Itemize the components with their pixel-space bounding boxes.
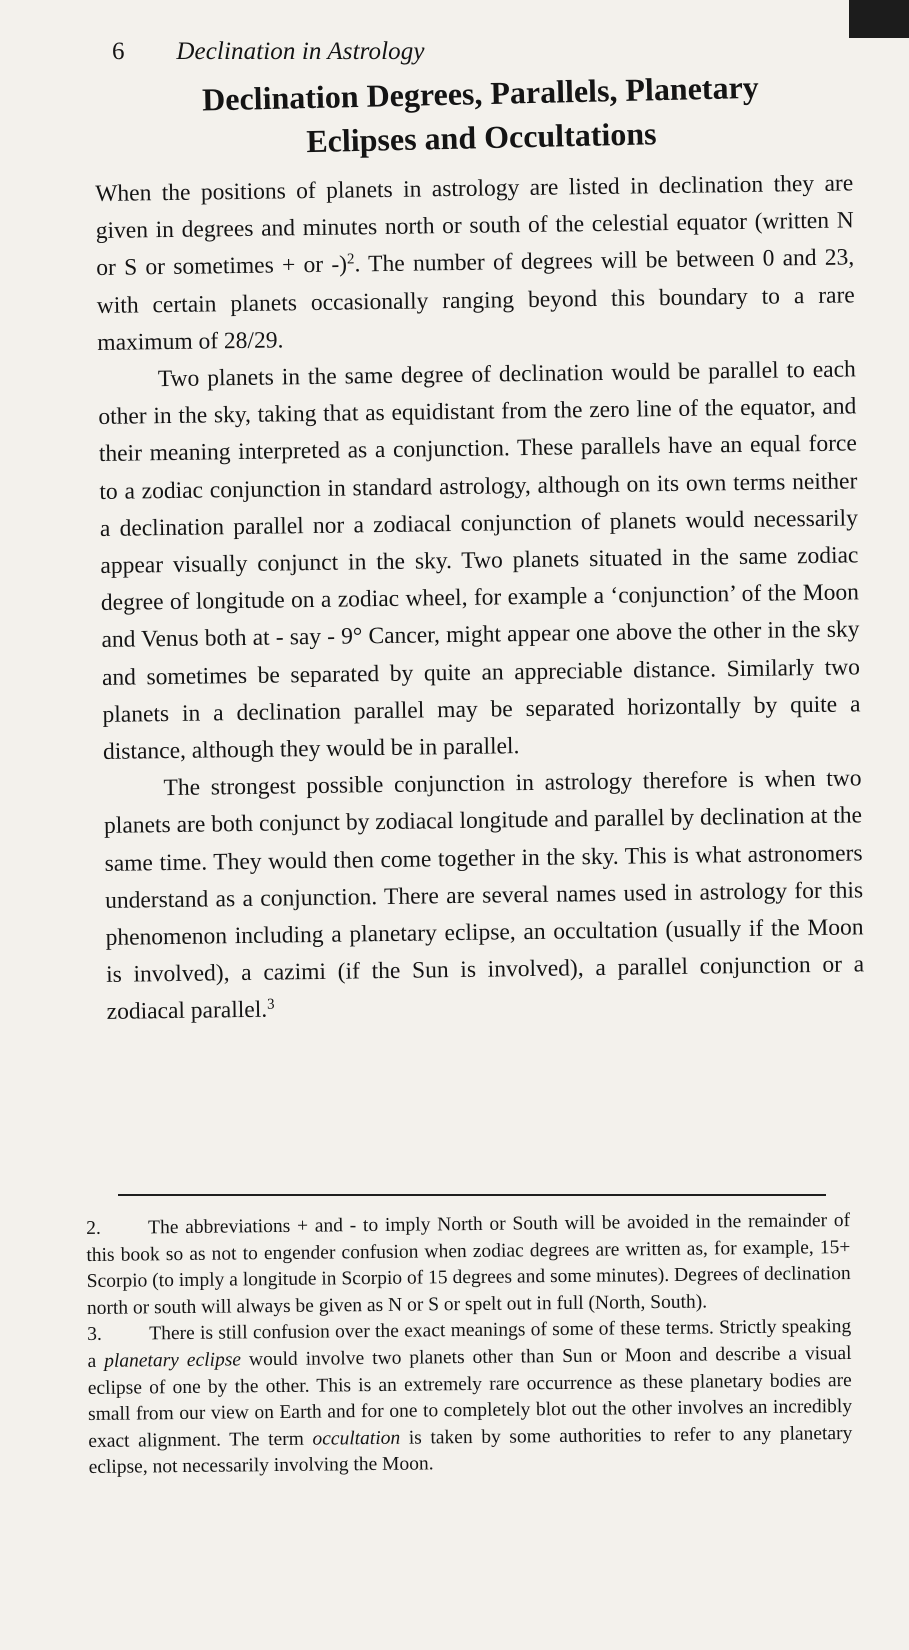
footnote-3-text-c: is taken by some authorities to refer to any planetary eclipse, not necessarily involving the Moon. — [88, 1422, 853, 1479]
footnote-ref-2: 2 — [346, 251, 355, 268]
footnote-2-number: 2. — [86, 1217, 101, 1239]
footnote-3-text-b: would involve two planets other than Sun or Moon and describe a visual eclipse of one by the other. This is an extremely rare occurrence as these planetary bodies are small from our view on Earth and for one to completely blot out the other involves an incredibly exact alignment. The term — [87, 1342, 853, 1452]
paragraph-2 — [98, 351, 862, 771]
paragraph-1 — [95, 165, 856, 362]
footnotes — [86, 1208, 853, 1482]
body-text — [95, 165, 865, 1031]
footnote-3 — [87, 1314, 853, 1482]
footnote-divider — [118, 1194, 826, 1196]
footnote-2-text: The abbreviations + and - to imply North or South will be avoided in the remainder of this book so as not to engender confusion when zodiac degrees are written as, for example, 15+ Scorpio (to imply a longitude in Scorpio of 15 degrees and some minutes). Degrees of declination north or south will always be given as N or S or spelt out in full (North, South). — [86, 1209, 851, 1319]
running-title: Declination in Astrology — [176, 38, 425, 65]
paragraph-1-text: When the positions of planets in astrology are listed in declination they are given in degrees and minutes north or south of the celestial equator (written N or S or sometimes + or -) — [95, 170, 854, 282]
paragraph-3-text: The strongest possible conjunction in astrology therefore is when two planets are both conjunct by zodiacal longitude and parallel by declination at the same time. They would then come together in the sky. This is what astronomers understand as a conjunction. There are several names used in astrology for this phenomenon including a planetary eclipse, an occultation (usually if the Moon is involved), a cazimi (if the Sun is involved), a parallel conjunction or a zodiacal parallel. — [103, 765, 865, 1026]
running-header — [112, 38, 425, 66]
paragraph-2-text: Two planets in the same degree of declination would be parallel to each other in the sky, taking that as equidistant from the zero line of the equator, and their meaning interpreted as a conjunction. These parallels have an equal force to a zodiac conjunction in standard astrology, although on its own terms neither a declination parallel nor a zodiacal conjunction of planets would necessarily appear visually conjunct in the sky. Two planets situated in the same zodiac degree of longitude on a zodiac wheel, for example a ‘conjunction’ of the Moon and Venus both at - say - 9° Cancer, might appear one above the other in the sky and sometimes be separated by quite an appreciable distance. Similarly two planets in a declination parallel may be separated horizontally by quite a distance, although they would be in parallel. — [98, 356, 861, 765]
footnote-ref-3: 3 — [266, 997, 275, 1014]
footnote-3-text-a: There is still confusion over the exact meanings of some of these terms. Strictly speaking a — [87, 1316, 852, 1372]
paragraph-1-text-continued: . The number of degrees will be between 0 and 23, with certain planets occasionally ranging beyond this boundary to a rare maximum of 28/29. — [96, 244, 855, 356]
footnote-3-number: 3. — [87, 1324, 102, 1346]
chapter-title — [180, 64, 782, 166]
chapter-title-line-1: Declination Degrees, Parallels, Planetary — [201, 68, 760, 118]
footnote-3-term-occultation: occultation — [312, 1427, 401, 1450]
chapter-title-line-2: Eclipses and Occultations — [305, 115, 657, 160]
footnote-2 — [86, 1208, 851, 1322]
page-number: 6 — [112, 38, 125, 65]
page-corner-mark — [849, 0, 909, 38]
paragraph-3 — [103, 761, 865, 1032]
footnote-3-term-planetary-eclipse: planetary eclipse — [104, 1349, 242, 1372]
